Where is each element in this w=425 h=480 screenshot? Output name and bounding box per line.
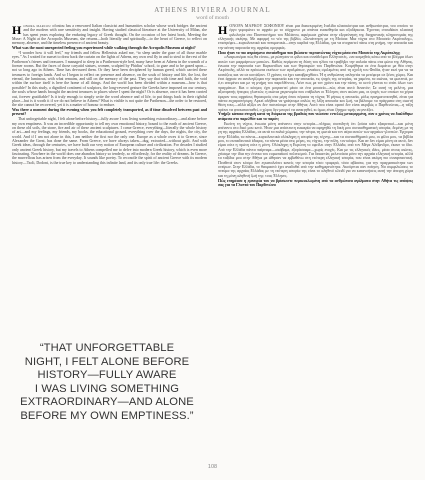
question-1: What was the most unexpected feeling you experienced while walking through the Acropolis Museum at night?	[12, 46, 196, 51]
drop-cap: H	[12, 24, 22, 37]
intro-text-greek: ΣΟΦΟΝΙΟΥ είναι μια διακεκριμένη Ιταλίδα κλασικίστρια και ανθρωπίστρια, του οποίου το έργο γεφυρώνει το αρχαίο με το σύγχρονο με σπάνια ευαισθησία και οξυδέρκεια. Έχοντας σπουδάσει κλασική φιλολογία στο Πανεπιστήμιο του Μιλάνου, αφιέρωσε χρόνια στην εξερεύνηση της διαχρονικής κληρονομιάς της ελληνικής σκέψης. Με αφορμή το νέο της βιβλίο, «Συνάντηση με τη Μούσα: Μια νύχτα στο Μουσείο Ακρόπολης», επιστρέφει—κυριολεκτικά και πνευματικά—στην καρδιά της Ελλάδας, για να στοχαστεί πάνω στη μνήμη, την απουσία και την αέναη παρουσία της αρχαίας ομορφιάς.	[218, 24, 413, 50]
answer-1: “I wonder how it will feel,” my friends and fellow Hellenists asked me, “to sleep under the gaze of all those marble eyes.” As I waited for sunset to draw back the curtain on the lights of Athens, my own real fly in and to steal to the rest of the Parthenon’s friezes and treasures. I managed to sleep in a Parthenon-style bed, many have been at Athens in the warmth of a former rooms. But the faces of those caryatid statues, women, sculpted by Phidias’ school, to gaze and to be gazed upon—not so long ago in Athens. Time has devoured them. Or they have been deciphered by human greed, which carried these treasures to foreign lands. And so I began to reflect on presence and absence, on the souls of history and life, the lost, the eternal, the luminous, with what remains, and still on the memory of the past. They say that with time and faith, the void within the surface itself is here the home of all things. And the world has been divided within a museum—how is that possible? In this study, a dignified continent of sculptors, the long-revered gesture the Greeks have imposed on our century, the souls whose hands brought the ancient treasures to places where I spent the night? Or is absence, once it has been carried out, forever gratifiable? Is it truly enough to simply write the word absence and of life, to put things back in their rightful place—but is it worth it if we do not believe in Athens? What is visible is not quite the Parthenon—the order to be restored, the site cannot be recovered, yet it is a matter of honour to endure.	[12, 51, 207, 108]
pull-quote-line: I WAS LIVING SOMETHING	[34, 382, 180, 395]
intro-caps-greek: ΟΝΟΡΑ ΜΑΡΚΟΥ	[229, 24, 265, 28]
drop-cap-greek: H	[218, 24, 228, 37]
question-2: Was there a moment during the evening when you felt completely transported, as if time dissolved between past and present?	[12, 108, 207, 117]
intro-paragraph	[12, 24, 207, 46]
pull-quote-line: EXTRAORDINARY—AND ALONE	[20, 396, 194, 409]
english-column	[12, 24, 207, 262]
journal-title: ATHENS RIVIERA JOURNAL	[154, 6, 271, 14]
section-subtitle: word of mouth	[196, 15, 229, 21]
pull-quote	[12, 342, 202, 424]
question-2-greek: Υπήρξε κάποια στιγμή κατά τη διάρκεια της βραδιάς που νιώσατε εντελώς μεταφερμένη, σαν ο χρόνος να διαλύθηκε ανάμεσα στο παρελθόν και το παρόν;	[218, 112, 413, 121]
pull-quote-line: “THAT UNFORGETTABLE	[39, 342, 175, 354]
answer-1-greek: «Αναρωτιέμαι πώς θα είναι», με ρώτησαν οι φίλοι και συνάδελφοι Ελληνιστές, «να κοιμηθείς κάτω από το βλέμμα όλων αυτών των μαρμάρινων ματιών». Καθώς περίμενα τη δύση του ηλίου να τραβήξει την αυλαία πάνω στα φώτα της Αθήνας, ένιωσα την παρουσία των Καρυατίδων και των θησαυρών του Παρθενώνα. Κοιμήθηκα σε ένα δωμάτιο με θέα στην Ακρόπολη, αλλά τα πρόσωπα εκείνων των αγαλμάτων, γυναίκες σμιλεμένες από τη σχολή του Φειδία, ήταν εκεί για να τα κοιτάζεις και να σε κοιτάζουν. Ο χρόνος τα έχει καταβροχθίσει. Ή η ανθρώπινη απληστία τα μετέφερε σε ξένες χώρες. Και έτσι άρχισα να αναλογίζομαι την παρουσία και την απουσία, τις ψυχές της ιστορίας, τα χαμένα, τα αιώνια, τα φωτεινά, με ό,τι απομένει και με τη μνήμη του παρελθόντος. Λένε πως με τον χρόνο και την πίστη, το κενό γίνεται το σπίτι όλων των πραγμάτων. Και ο κόσμος έχει μοιραστεί μέσα σε ένα μουσείο—πώς είναι αυτό δυνατόν; Σε αυτή τη μελέτη, μια αξιοπρεπής ήπειρος γλυπτών, η αιώνια χειρονομία που επέβαλαν οι Έλληνες στον αιώνα μας, οι ψυχές των οποίων τα χέρια έφεραν τους αρχαίους θησαυρούς στα μέρη όπου πέρασα τη νύχτα; Ή μήπως η απουσία, μόλις πραγματοποιηθεί, είναι για πάντα ευχαριστήσιμη; Αρκεί αλήθεια να γράψουμε απλώς τη λέξη απουσία και ζωή, να βάλουμε τα πράγματα στη σωστή θέση τους—αλλά αξίζει αν δεν πιστεύουμε στην Αθήνα; Αυτό που είναι ορατό δεν είναι ακριβώς ο Παρθενώνας—η τάξη πρέπει να αποκατασταθεί, ο χώρος δεν μπορεί να ανακτηθεί, κι όμως είναι ζήτημα τιμής να αντέξει.	[218, 55, 413, 112]
pull-quote-line: BEFORE MY OWN EMPTINESS.”	[20, 409, 194, 422]
running-header	[0, 6, 425, 21]
intro-paragraph-greek	[218, 24, 413, 50]
intro-text: ofoniou has a renowned Italian classicist and humanities scholar whose work bridges the ancient and the modern with rare sensitivity and insight. Having studied classical literature at the University of Milan, she has spent years exploring the enduring legacy of Greek thought. On the occasion of her latest book, Meeting the Muse: A Night at the Acropolis Museum, she returns—both literally and spiritually—to the heart of Greece, to reflect on memory, absence, and the timeless presence of ancient beauty.	[12, 24, 207, 46]
question-3-greek: Πώς επηρέασε η εμπειρία του να βρίσκεστε περικυκλωμένη από τα ανθρώπινα αγάλματα στην Αθήνα τις απόψεις σας για τα Γλυπτά του Παρθενώνα	[218, 178, 413, 187]
greek-column	[218, 24, 413, 452]
answer-2-greek: Εκείνη τη νύχτα, ένιωσα μόνη απέναντι στην ιστορία—πλήρως συνειδητή ότι ζούσα κάτι εξαιρετικό—και μόνη απέναντι στο δικό μου κενό. Ήταν μια απίστευτη ευκαιρία να αφηγηθώ τη δική μου συναισθηματική ιστορία, δεμένη με τη γη της αρχαίας Ελλάδας, σε αυτά τα παλιά χώματα, την πέτρα, τη φωτιά και τον αέρα αυτών των αρχαίων γλυπτών. Έρχομαι στην Ελλάδα, τα πάντα—κυριολεκτικά ολόκληρη η ιστορία της τέχνης—και τα συναισθήματά μου, οι φίλοι μου, τα βιβλία μου, το εκπαιδευτικό έδαφος, τα πάντα μέσα στις μέρες, τις νύχτες, την πόλη, τον κόσμο. Και αν δεν είμαι μόνη σε αυτό, δεν είμαι ούτε η πρώτη ούτε η μόνη. Ολόκληρη η Ευρώπη το οφείλει στην Ελλάδα, από τον Μέγα Αλέξανδρο, έκανε το ίδιο. Από την Ελλάδα πάντα παίρναμε—σκάβαμε, εξορύσσαμε—χωρίς ενοχές. Και με τις ελληνικές ιδέες, μέσα στους αιώνες, χτίσαμε την ίδια την έννοια του ευρωπαϊκού πολιτισμού. Για δεκαετίες μελετούσα μόνο την αρχαία ελληνική ιστορία, αλλά τα ταξίδια μου στην Αθήνα με ώθησαν να εμβαθύνω στη νεότερη ελληνική ιστορία, που είναι ακόμη πιο συναρπαστική. Πουθενά στον κόσμο δεν εγκαταλείπει κανείς την ιστορία τόσο τρυφερά, τόσο αβίαστα, για την πραγματικότητα των ονείρων. Στην Ελλάδα, το θαυμαστό έχει αναδυθεί από την καθημερινότητα. Ακούγεται σαν ποίηση. Να συμφιλιώσεις το πνεύμα της αρχαίας Ελλάδας με τη νεότερη ιστορία της είναι το αληθινό κλειδί για να κατανοήσεις αυτή την άπειρη χώρα και τη μόνη αληθινή ζωή της: τους Έλληνες.	[218, 121, 413, 178]
intro-caps: onora marcou	[23, 24, 53, 28]
answer-2: That unforgettable night, I felt alone before history—fully aware I was living something extraordinary—and alone before my own emptiness. It was an incredible opportunity to tell my own emotional history, bound to the earth of ancient Greece, on these old soils, the stone, fire and air of these ancient sculptures. I come Greece, everything—literally the whole history of art—and my feelings, my friends, my books, the educational ground, everything over the days, the nights, the city, the world. And if I am not alone in this, I am neither the first nor the only one. Europe as a whole owes it to Greece, since Alexander the Great, has done the same. From Greece, we have always taken—dug, extracted—without guilt. And with Greek ideas, through the centuries, we have built our very notion of European culture and civilization. For decades I studied only ancient Greek history, but my travels to Athens compelled me to delve into modern Greek history, which is even more fascinating. Nowhere in the world does one abandon history so tenderly, so effortlessly, for the reality of dreams. In Greece, the marvellous has arisen from the everyday. It sounds like poetry. To reconcile the spirit of ancient Greece with its modern history—Tsoli, Dodoni, is the true key to understanding this infinite land, and its only true life: the Greeks.	[12, 117, 207, 165]
question-1-greek: Ποιο ήταν το πιο απρόσμενο συναίσθημα που βιώσατε περπατώντας νύχτα μέσα στο Μουσείο της Ακρόπολης;	[218, 50, 401, 55]
pull-quote-line: HISTORY—FULLY AWARE	[37, 369, 177, 382]
page-number: 108	[207, 464, 218, 470]
pull-quote-line: NIGHT, I FELT ALONE BEFORE	[24, 355, 190, 368]
